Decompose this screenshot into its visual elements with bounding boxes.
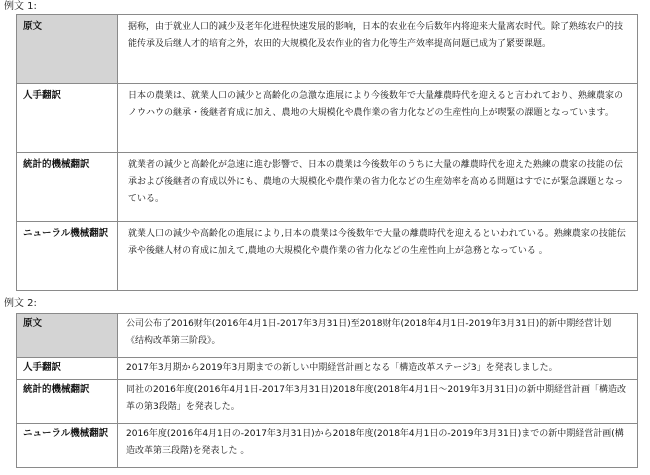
row-text-smt: 就業者の減少と高齢化が急速に進む影響で、日本の農業は今後数年のうちに大量の離農時代を迎えた熟練の農家の技能の伝承および後継者の育成以外にも、農地の大規模化や農作業の省力化などの生産効率を高める問題はすでにが緊急課題となっている。	[118, 153, 638, 222]
example-2-title: 例文 2:	[4, 298, 37, 309]
table-row	[17, 314, 638, 358]
row-label-smt: 統計的機械翻訳	[17, 153, 118, 222]
row-text-nmt: 就業人口の減少や高齢化の進展により,日本の農業は今後数年で大量の離農時代を迎えるといわれている。熟練農家の技能伝承や後継人材の育成に加えて,農地の大規模化や農作業の省力化などの生産性向上が急務となっている 。	[118, 222, 638, 291]
row-label-human: 人手翻訳	[17, 358, 118, 380]
table-row	[17, 15, 638, 84]
table-row	[17, 222, 638, 291]
row-text-source: 公司公布了2016财年(2016年4月1日-2017年3月31日)至2018财年(2018年4月1日-2019年3月31日)的新中期经营计划《结构改革第三阶段》。	[118, 314, 638, 358]
row-label-nmt: ニューラル機械翻訳	[17, 222, 118, 291]
row-label-human: 人手翻訳	[17, 84, 118, 153]
table-row	[17, 84, 638, 153]
row-label-source: 原文	[17, 15, 118, 84]
example-1-title: 例文 1:	[4, 1, 37, 12]
row-text-human: 日本の農業は、就業人口の減少と高齢化の急激な進展により今後数年で大量離農時代を迎えると言われており、熟練農家のノウハウの継承・後継者育成に加え、農地の大規模化や農作業の省力化などの生産性向上が喫緊の課題となっています。	[118, 84, 638, 153]
row-text-human: 2017年3月期から2019年3月期までの新しい中期経営計画となる「構造改革ステージ3」を発表しました。	[118, 358, 638, 380]
row-text-source: 据称，由于就业人口的减少及老年化进程快速发展的影响，日本的农业在今后数年内将迎来大量离农时代。除了熟练农户的技能传承及后继人才的培育之外，农田的大规模化及农作业的省力化等生产效率提高问题已成为了紧要课题。	[118, 15, 638, 84]
row-label-source: 原文	[17, 314, 118, 358]
row-label-nmt: ニューラル機械翻訳	[17, 424, 118, 468]
row-text-smt: 同社の2016年度(2016年4月1日-2017年3月31日)2018年度(2018年4月1日～2019年3月31日)の新中期経営計画「構造改革の第3段階」を発表した。	[118, 380, 638, 424]
table-row	[17, 380, 638, 424]
table-row	[17, 153, 638, 222]
example-1-table	[16, 14, 638, 291]
table-row	[17, 358, 638, 380]
row-label-smt: 統計的機械翻訳	[17, 380, 118, 424]
example-2-table	[16, 313, 638, 468]
table-row	[17, 424, 638, 468]
row-text-nmt: 2016年度(2016年4月1日の-2017年3月31日)から2018年度(2018年4月1日の-2019年3月31日)までの新中期経営計画(構造改革第三段階)を発表した 。	[118, 424, 638, 468]
